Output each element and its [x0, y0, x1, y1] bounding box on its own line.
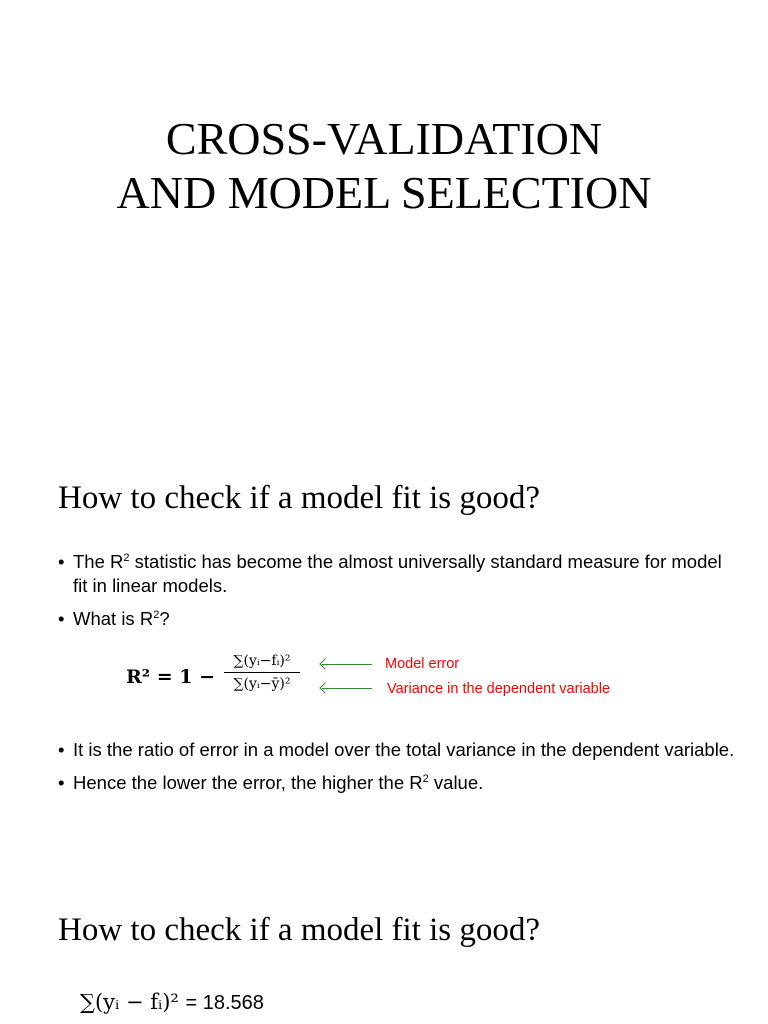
bullet-dot-icon: •: [58, 739, 65, 760]
variance-label: Variance in the dependent variable: [387, 681, 611, 697]
bullet-text-after: ?: [159, 608, 170, 629]
formula-denominator: ∑(yᵢ−ȳ)²: [233, 676, 291, 692]
left-arrow-icon: [322, 664, 372, 665]
title-line-2: AND MODEL SELECTION: [116, 167, 652, 218]
bullet-text-before: The R: [73, 551, 124, 572]
bullet-dot-icon: •: [58, 608, 65, 629]
bullet-r2-statistic: [58, 550, 738, 598]
section-heading-1: How to check if a model fit is good?: [58, 480, 541, 516]
left-arrow-icon: [322, 688, 372, 689]
formula-fraction: [224, 652, 300, 693]
bullet-what-is-r2: [58, 607, 738, 631]
slide-title: [0, 112, 768, 220]
bullet-ratio-of-error: [58, 738, 738, 762]
section-heading-2: How to check if a model fit is good?: [58, 912, 541, 948]
bullet-text-after: statistic has become the almost universally standard measure for model fit in linear models.: [73, 551, 722, 596]
sum-of-squares-result: [80, 990, 264, 1015]
sum-value: = 18.568: [185, 992, 264, 1014]
superscript: 2: [153, 608, 160, 621]
bullet-text-before: What is R: [73, 608, 154, 629]
bullet-list-1: [58, 550, 738, 640]
title-line-1: CROSS-VALIDATION: [165, 113, 603, 164]
fraction-bar: [224, 672, 300, 673]
sum-expression: ∑(yᵢ − fᵢ)²: [80, 990, 179, 1014]
formula-numerator: ∑(yᵢ−fᵢ)²: [233, 653, 291, 669]
formula-lhs: R² = 1 −: [126, 666, 216, 688]
superscript: 2: [422, 772, 429, 785]
superscript: 2: [123, 551, 130, 564]
bullet-text: It is the ratio of error in a model over the total variance in the dependent variable.: [73, 739, 735, 760]
model-error-label: Model error: [385, 656, 460, 672]
bullet-dot-icon: •: [58, 772, 65, 793]
bullet-text-before: Hence the lower the error, the higher the R: [73, 772, 423, 793]
bullet-lower-error: [58, 771, 738, 795]
bullet-list-2: [58, 738, 738, 804]
bullet-dot-icon: •: [58, 551, 65, 572]
bullet-text-after: value.: [428, 772, 484, 793]
